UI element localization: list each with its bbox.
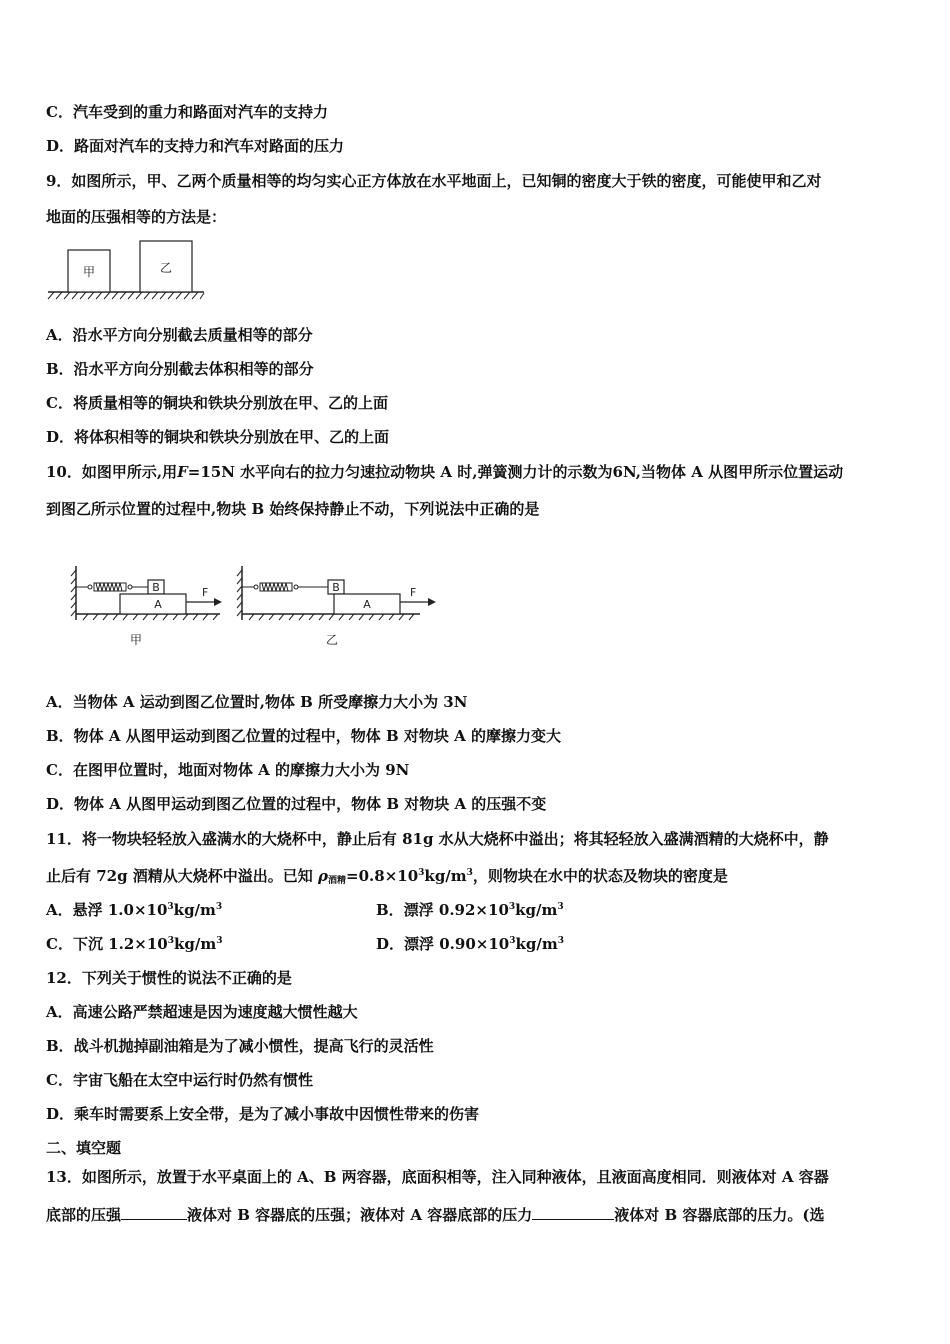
block-a-label: A xyxy=(154,598,162,611)
q9-option-d: D．将体积相等的铜块和铁块分别放在甲、乙的上面 xyxy=(46,428,390,446)
force-label: F xyxy=(410,586,417,599)
q11-option-a: A．悬浮 $1.0\times 10^3kg/m^3$ xyxy=(46,901,223,919)
answer-blank-1[interactable] xyxy=(121,1205,187,1220)
q9-option-c: C．将质量相等的铜块和铁块分别放在甲、乙的上面 xyxy=(46,394,388,412)
block-a-label: A xyxy=(363,598,371,611)
block-b-label: B xyxy=(152,581,160,594)
q10-stem-line2: 到图乙所示位置的过程中,物块 B 始终保持静止不动，下列说法中正确的是 xyxy=(46,500,540,518)
q9-option-b: B．沿水平方向分别截去体积相等的部分 xyxy=(46,360,314,378)
q10-option-b: B．物体 A 从图甲运动到图乙位置的过程中，物体 B 对物块 A 的摩擦力变大 xyxy=(46,727,561,745)
q10-figure-yi xyxy=(234,562,444,654)
q10-option-d: D．物体 A 从图甲运动到图乙位置的过程中，物体 B 对物块 A 的压强不变 xyxy=(46,795,547,813)
q12-option-b: B．战斗机抛掉副油箱是为了减小惯性，提高飞行的灵活性 xyxy=(46,1037,434,1055)
q11-stem-line2: 止后有 72g 酒精从大烧杯中溢出。已知 $\rho_{酒精}=0.8\times 10^3kg/m^3$，则物块在水中的状态及物块的密度是 xyxy=(46,867,728,886)
block-b-label: B xyxy=(332,581,340,594)
section-title: 二、填空题 xyxy=(46,1139,122,1157)
q8-option-c: C．汽车受到的重力和路面对汽车的支持力 xyxy=(46,103,328,121)
q12-option-d: D．乘车时需要系上安全带，是为了减小事故中因惯性带来的伤害 xyxy=(46,1105,480,1123)
q9-stem-line1: 9．如图所示，甲、乙两个质量相等的均匀实心正方体放在水平地面上，已知铜的密度大于铁的密度，可能使甲和乙对 xyxy=(46,172,822,190)
answer-blank-2[interactable] xyxy=(532,1205,614,1220)
spring-scale xyxy=(76,583,148,591)
q10-stem-line1: 10．如图甲所示,用F=15N 水平向右的拉力匀速拉动物块 A 时,弹簧测力计的示数为6N,当物体 A 从图甲所示位置运动 xyxy=(46,463,844,481)
q12-option-a: A．高速公路严禁超速是因为速度越大惯性越大 xyxy=(46,1003,358,1021)
q11-stem-line1: 11．将一物块轻轻放入盛满水的大烧杯中，静止后有 81g 水从大烧杯中溢出；将其轻轻放入盛满酒精的大烧杯中，静 xyxy=(46,830,829,848)
block-a xyxy=(120,594,186,614)
block-jia-label: 甲 xyxy=(82,265,96,279)
q12-stem: 12．下列关于惯性的说法不正确的是 xyxy=(46,969,292,987)
force-label: F xyxy=(202,586,209,599)
q9-stem-line2: 地面的压强相等的方法是： xyxy=(46,208,227,226)
q11-option-c: C．下沉 $1.2\times 10^3kg/m^3$ xyxy=(46,935,223,953)
spring-scale xyxy=(242,583,328,591)
q13-stem-line1: 13．如图所示，放置于水平桌面上的 A、B 两容器，底面积相等，注入同种液体，且液面高度相同．则液体对 A 容器 xyxy=(46,1168,829,1186)
q11-option-b: B．漂浮 $0.92\times 10^3kg/m^3$ xyxy=(376,901,564,919)
q9-figure xyxy=(46,238,206,300)
q9-option-a: A．沿水平方向分别截去质量相等的部分 xyxy=(46,326,313,344)
q11-option-d: D．漂浮 $0.90\times 10^3kg/m^3$ xyxy=(376,935,564,953)
label-yi: 乙 xyxy=(325,633,339,647)
q10-option-a: A．当物体 A 运动到图乙位置时,物体 B 所受摩擦力大小为 3N xyxy=(46,693,468,711)
block-yi-label: 乙 xyxy=(159,261,173,275)
q12-option-c: C．宇宙飞船在太空中运行时仍然有惯性 xyxy=(46,1071,313,1089)
label-jia: 甲 xyxy=(129,633,143,647)
ground-hatching xyxy=(48,292,204,299)
q13-stem-line2: 底部的压强 液体对 B 容器底的压强；液体对 A 容器底部的压力 液体对 B 容器底部的压力。(选 xyxy=(46,1206,825,1224)
q10-figure-jia xyxy=(68,562,228,654)
q8-option-d: D．路面对汽车的支持力和汽车对路面的压力 xyxy=(46,137,345,155)
q10-option-c: C．在图甲位置时，地面对物体 A 的摩擦力大小为 9N xyxy=(46,761,410,779)
